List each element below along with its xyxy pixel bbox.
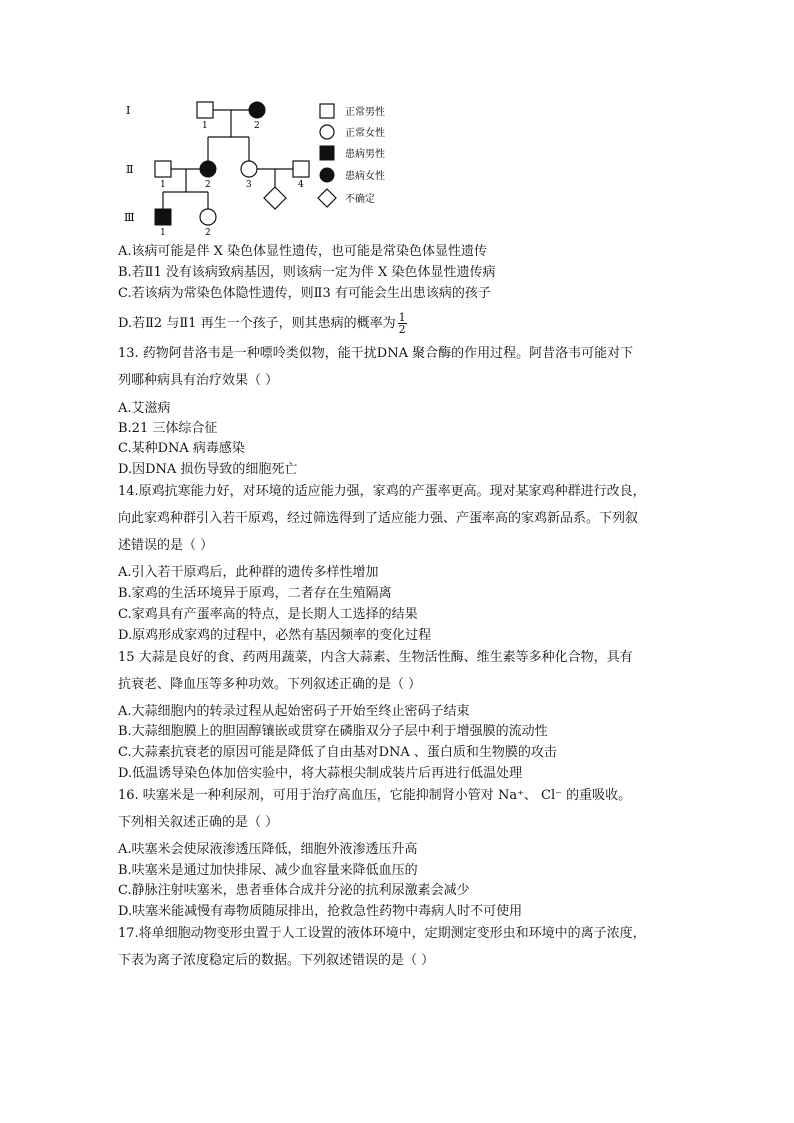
legend-affected-female: 患病女性: [345, 171, 385, 182]
q13-option-b: B.21 三体综合征: [118, 421, 218, 436]
individual-I1-normal-male: [197, 102, 213, 118]
q14-stem-line1: 14.原鸡抗寒能力好，对环境的适应能力强，家鸡的产蛋率更高。现对某家鸡种群进行改良，: [118, 484, 646, 499]
q14-option-d: D.原鸡形成家鸡的过程中，必然有基因频率的变化过程: [118, 628, 432, 643]
q16-option-b: B.呋塞米是通过加快排尿、减少血容量来降低血压的: [118, 863, 418, 878]
individual-II3-normal-female: [241, 161, 257, 177]
q14-stem-line3: 述错误的是（ ）: [118, 538, 214, 553]
fraction: [398, 312, 407, 335]
q16-option-a: A.呋塞米会使尿液渗透压降低，细胞外液渗透压升高: [118, 842, 418, 857]
number-II1: 1: [160, 180, 166, 190]
q15-stem-line1: 15 大蒜是良好的食、药两用蔬菜，内含大蒜素、生物活性酶、维生素等多种化合物，具有: [118, 650, 633, 665]
q16-option-c: C.静脉注射呋塞米，患者垂体合成并分泌的抗利尿激素会减少: [118, 883, 470, 898]
legend-affected-male-symbol: [320, 146, 334, 160]
q14-stem-line2: 向此家鸡种群引入若干原鸡，经过筛选得到了适应能力强、产蛋率高的家鸡新品系。下列叙: [118, 511, 639, 526]
individual-I2-affected-female: [249, 102, 265, 118]
individual-III1-affected-male: [155, 209, 171, 225]
q15-option-d: D.低温诱导染色体加倍实验中，将大蒜根尖制成装片后再进行低温处理: [118, 766, 523, 781]
q12-option-b: B.若Ⅱ1 没有该病致病基因，则该病一定为伴 X 染色体显性遗传病: [118, 265, 496, 280]
gen-label-III: Ⅲ: [124, 211, 135, 224]
q15-option-c: C.大蒜素抗衰老的原因可能是降低了自由基对DNA 、蛋白质和生物膜的攻击: [118, 745, 557, 760]
q14-option-b: B.家鸡的生活环境异于原鸡，二者存在生殖隔离: [118, 586, 392, 601]
legend-unknown-symbol: [318, 189, 336, 207]
individual-III2-normal-female: [200, 209, 216, 225]
individual-II4-normal-male: [293, 161, 309, 177]
number-I2: 2: [254, 121, 260, 131]
number-II3: 3: [246, 180, 252, 190]
number-III1: 1: [160, 228, 166, 238]
q13-stem-line1: 13. 药物阿昔洛韦是一种嘌呤类似物，能干扰DNA 聚合酶的作用过程。阿昔洛韦可能对下: [118, 346, 634, 361]
legend-unknown: 不确定: [345, 194, 375, 205]
gen-label-II: Ⅱ: [126, 163, 134, 176]
q15-stem-line2: 抗衰老、降血压等多种功效。下列叙述正确的是（ ）: [118, 677, 422, 692]
q15-option-a: A.大蒜细胞内的转录过程从起始密码子开始至终止密码子结束: [118, 704, 470, 719]
q14-option-c: C.家鸡具有产蛋率高的特点，是长期人工选择的结果: [118, 607, 418, 622]
legend-normal-female-symbol: [320, 125, 334, 139]
number-I1: 1: [202, 121, 208, 131]
q16-option-d: D.呋塞米能减慢有毒物质随尿排出，抢救急性药物中毒病人时不可使用: [118, 904, 523, 919]
q12-option-d: [118, 312, 407, 335]
q16-stem-line2: 下列相关叙述正确的是（ ）: [118, 815, 279, 830]
individual-unknown-child: [264, 187, 286, 209]
q13-option-d: D.因DNA 损伤导致的细胞死亡: [118, 462, 298, 477]
q12-option-d-text: D.若Ⅱ2 与Ⅱ1 再生一个孩子，则其患病的概率为: [118, 316, 396, 331]
q13-stem-line2: 列哪种病具有治疗效果（ ）: [118, 373, 279, 388]
legend-affected-female-symbol: [320, 168, 334, 182]
q12-option-c: C.若该病为常染色体隐性遗传，则Ⅱ3 有可能会生出患该病的孩子: [118, 286, 491, 301]
individual-II1-normal-male: [155, 161, 171, 177]
gen-label-I: Ⅰ: [126, 104, 131, 117]
q17-stem-line1: 17.将单细胞动物变形虫置于人工设置的液体环境中，定期测定变形虫和环境中的离子浓度，: [118, 926, 646, 941]
number-II2: 2: [205, 180, 211, 190]
q15-option-b: B.大蒜细胞膜上的胆固醇镶嵌或贯穿在磷脂双分子层中利于增强膜的流动性: [118, 724, 548, 739]
legend-normal-female: 正常女性: [345, 128, 385, 139]
individual-II2-affected-female: [200, 161, 216, 177]
legend-normal-male-symbol: [320, 104, 334, 118]
q13-option-a: A.艾滋病: [118, 401, 171, 416]
q13-option-c: C.某种DNA 病毒感染: [118, 441, 245, 456]
legend-normal-male: 正常男性: [345, 107, 385, 118]
q14-option-a: A.引入若干原鸡后，此种群的遗传多样性增加: [118, 565, 379, 580]
q17-stem-line2: 下表为离子浓度稳定后的数据。下列叙述错误的是（ ）: [118, 953, 435, 968]
q12-option-a: A.该病可能是伴 X 染色体显性遗传，也可能是常染色体显性遗传: [118, 244, 488, 259]
legend-affected-male: 患病男性: [345, 149, 385, 160]
pedigree-chart: [0, 0, 794, 240]
fraction-numerator: 1: [398, 311, 406, 324]
q16-stem-line1: 16. 呋塞米是一种利尿剂，可用于治疗高血压，它能抑制肾小管对 Na⁺、 Cl⁻ 的重吸收。: [118, 788, 632, 803]
fraction-denominator: 2: [398, 323, 406, 336]
number-II4: 4: [298, 180, 304, 190]
number-III2: 2: [205, 228, 211, 238]
